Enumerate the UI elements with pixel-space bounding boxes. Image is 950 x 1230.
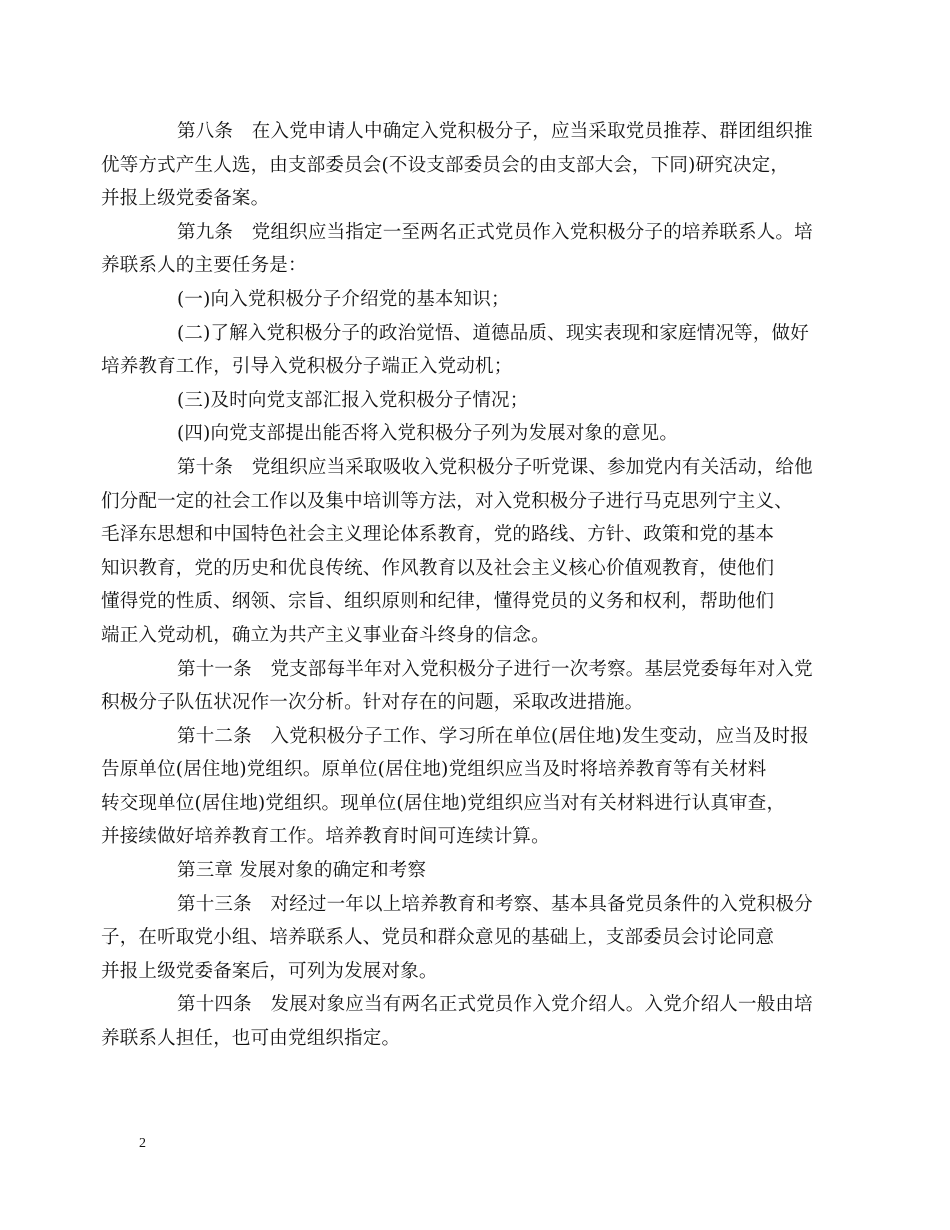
article-14-paragraph xyxy=(101,988,819,1055)
text-line: 第十二条 入党积极分子工作、学习所在单位(居住地)发生变动，应当及时报 xyxy=(177,725,809,747)
text-line: 并接续做好培养教育工作。培养教育时间可连续计算。 xyxy=(101,826,550,848)
chapter-3-heading xyxy=(139,854,819,888)
document-body xyxy=(101,115,819,1056)
article-9-item-2 xyxy=(101,317,819,384)
text-line: 养联系人的主要任务是： xyxy=(101,255,307,277)
text-line: 养联系人担任，也可由党组织指定。 xyxy=(101,1028,401,1050)
article-11-paragraph xyxy=(101,653,819,720)
text-line: 第八条 在入党申请人中确定入党积极分子，应当采取党员推荐、群团组织推 xyxy=(177,121,813,142)
article-9-item-1 xyxy=(139,283,819,317)
text-line: (二)了解入党积极分子的政治觉悟、道德品质、现实表现和家庭情况等，做好 xyxy=(177,322,809,344)
text-line: 端正入党动机，确立为共产主义事业奋斗终身的信念。 xyxy=(101,624,550,646)
text-line: (一)向入党积极分子介绍党的基本知识； xyxy=(177,288,510,310)
article-9-item-3 xyxy=(139,384,819,418)
text-line: 转交现单位(居住地)党组织。现单位(居住地)党组织应当对有关材料进行认真审查， xyxy=(101,792,786,814)
text-line: (三)及时向党支部汇报入党积极分子情况； xyxy=(177,389,529,411)
text-line: 培养教育工作，引导入党积极分子端正入党动机； xyxy=(101,356,513,378)
text-line: 第三章 发展对象的确定和考察 xyxy=(177,860,427,882)
text-line: 子，在听取党小组、培养联系人、党员和群众意见的基础上，支部委员会讨论同意 xyxy=(101,927,775,949)
text-line: 第九条 党组织应当指定一至两名正式党员作入党积极分子的培养联系人。培 xyxy=(177,221,813,243)
text-line: 第十四条 发展对象应当有两名正式党员作入党介绍人。入党介绍人一般由培 xyxy=(177,994,813,1016)
text-line: (四)向党支部提出能否将入党积极分子列为发展对象的意见。 xyxy=(177,423,679,445)
text-line: 第十条 党组织应当采取吸收入党积极分子听党课、参加党内有关活动，给他 xyxy=(177,456,813,478)
text-line: 第十三条 对经过一年以上培养教育和考察、基本具备党员条件的入党积极分 xyxy=(177,893,813,915)
article-9-paragraph xyxy=(101,216,819,283)
text-line: 告原单位(居住地)党组织。原单位(居住地)党组织应当及时将培养教育等有关材料 xyxy=(101,759,767,781)
text-line: 们分配一定的社会工作以及集中培训等方法，对入党积极分子进行马克思列宁主义、 xyxy=(101,490,793,512)
article-8-paragraph xyxy=(101,115,819,216)
article-13-paragraph xyxy=(101,888,819,989)
article-12-paragraph xyxy=(101,720,819,854)
text-line: 并报上级党委备案后，可列为发展对象。 xyxy=(101,960,438,982)
text-line: 优等方式产生人选，由支部委员会(不设支部委员会的由支部大会，下同)研究决定， xyxy=(101,154,790,176)
article-10-paragraph xyxy=(101,451,819,653)
text-line: 懂得党的性质、纲领、宗旨、组织原则和纪律，懂得党员的义务和权利，帮助他们 xyxy=(101,591,775,613)
text-line: 并报上级党委备案。 xyxy=(101,188,270,210)
article-9-item-4 xyxy=(139,417,819,451)
text-line: 第十一条 党支部每半年对入党积极分子进行一次考察。基层党委每年对入党 xyxy=(177,658,813,680)
text-line: 积极分子队伍状况作一次分析。针对存在的问题，采取改进措施。 xyxy=(101,692,644,714)
text-line: 毛泽东思想和中国特色社会主义理论体系教育，党的路线、方针、政策和党的基本 xyxy=(101,524,775,546)
page-number: 2 xyxy=(139,1136,146,1151)
text-line: 知识教育，党的历史和优良传统、作风教育以及社会主义核心价值观教育，使他们 xyxy=(101,557,775,579)
